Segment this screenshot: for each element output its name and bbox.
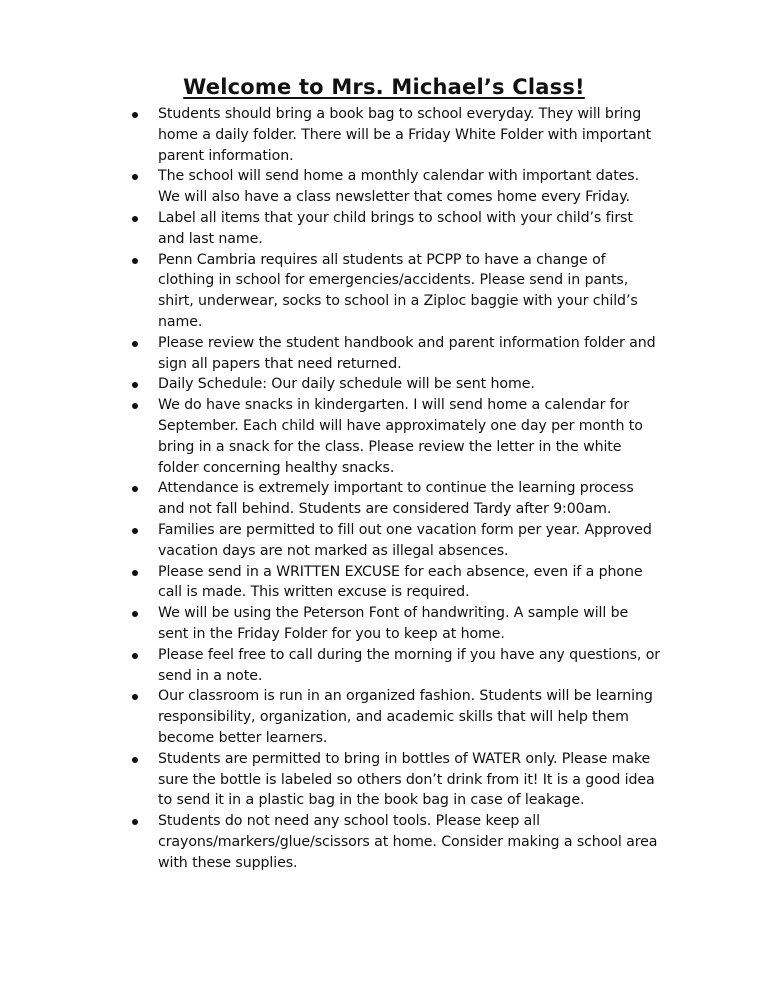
bullet-icon xyxy=(132,653,138,659)
bullet-icon xyxy=(132,694,138,700)
list-item-text: Please review the student handbook and parent information folder and sign all papers that need returned. xyxy=(158,334,656,372)
bullet-icon xyxy=(132,570,138,576)
list-item-text: Penn Cambria requires all students at PCPP to have a change of clothing in school for emergencies/accidents. Please send in pants, shirt, underwear, socks to school in a Ziploc baggie with your child’s name. xyxy=(158,251,638,330)
bullet-list xyxy=(132,104,662,873)
list-item-text: We do have snacks in kindergarten. I will send home a calendar for September. Each child will have approximately one day per month to bring in a snack for the class. Please review the letter in the white folder concerning healthy snacks. xyxy=(158,397,643,476)
list-item-text: The school will send home a monthly calendar with important dates. We will also have a class newsletter that comes home every Friday. xyxy=(158,168,639,206)
bullet-icon xyxy=(132,486,138,492)
bullet-icon xyxy=(132,528,138,534)
bullet-icon xyxy=(132,757,138,763)
list-item-text: Families are permitted to fill out one vacation form per year. Approved vacation days are not marked as illegal absences. xyxy=(158,521,652,559)
list-item-text: Please send in a WRITTEN EXCUSE for each absence, even if a phone call is made. This written excuse is required. xyxy=(158,563,643,601)
bullet-icon xyxy=(132,403,138,409)
bullet-icon xyxy=(132,611,138,617)
list-item-text: Please feel free to call during the morning if you have any questions, or send in a note. xyxy=(158,646,661,684)
list-item xyxy=(132,395,662,478)
list-item-text: Students should bring a book bag to school everyday. They will bring home a daily folder. There will be a Friday White Folder with important parent information. xyxy=(158,106,652,164)
list-item-text: Label all items that your child brings to school with your child’s first and last name. xyxy=(158,209,633,247)
list-item xyxy=(132,250,662,333)
list-item xyxy=(132,104,662,166)
list-item xyxy=(132,478,662,520)
bullet-icon xyxy=(132,216,138,222)
bullet-icon xyxy=(132,258,138,264)
list-item xyxy=(132,749,662,811)
bullet-icon xyxy=(132,174,138,180)
list-item xyxy=(132,333,662,375)
list-item xyxy=(132,520,662,562)
page-title: Welcome to Mrs. Michael’s Class! xyxy=(183,75,585,99)
list-item-text: Students are permitted to bring in bottles of WATER only. Please make sure the bottle is labeled so others don’t drink from it! It is a good idea to send it in a plastic bag in the book bag in case of leakage. xyxy=(158,750,655,809)
bullet-icon xyxy=(132,819,138,825)
list-item xyxy=(132,208,662,250)
bullet-icon xyxy=(132,382,138,388)
bullet-icon xyxy=(132,341,138,347)
list-item-text: Daily Schedule: Our daily schedule will be sent home. xyxy=(158,376,535,393)
list-item xyxy=(132,374,662,395)
bullet-icon xyxy=(132,112,138,118)
list-item xyxy=(132,645,662,687)
list-item xyxy=(132,166,662,208)
list-item-text: Attendance is extremely important to continue the learning process and not fall behind. Students are considered Tardy after 9:00am. xyxy=(158,480,634,518)
list-item xyxy=(132,603,662,645)
list-item xyxy=(132,562,662,604)
list-item-text: We will be using the Peterson Font of handwriting. A sample will be sent in the Friday Folder for you to keep at home. xyxy=(158,605,629,642)
list-item-text: Our classroom is run in an organized fashion. Students will be learning responsibility, organization, and academic skills that will help them become better learners. xyxy=(158,688,653,746)
list-item-text: Students do not need any school tools. Please keep all crayons/markers/glue/scissors at home. Consider making a school area with these supplies. xyxy=(158,813,658,871)
list-item xyxy=(132,686,662,748)
list-item xyxy=(132,811,662,873)
